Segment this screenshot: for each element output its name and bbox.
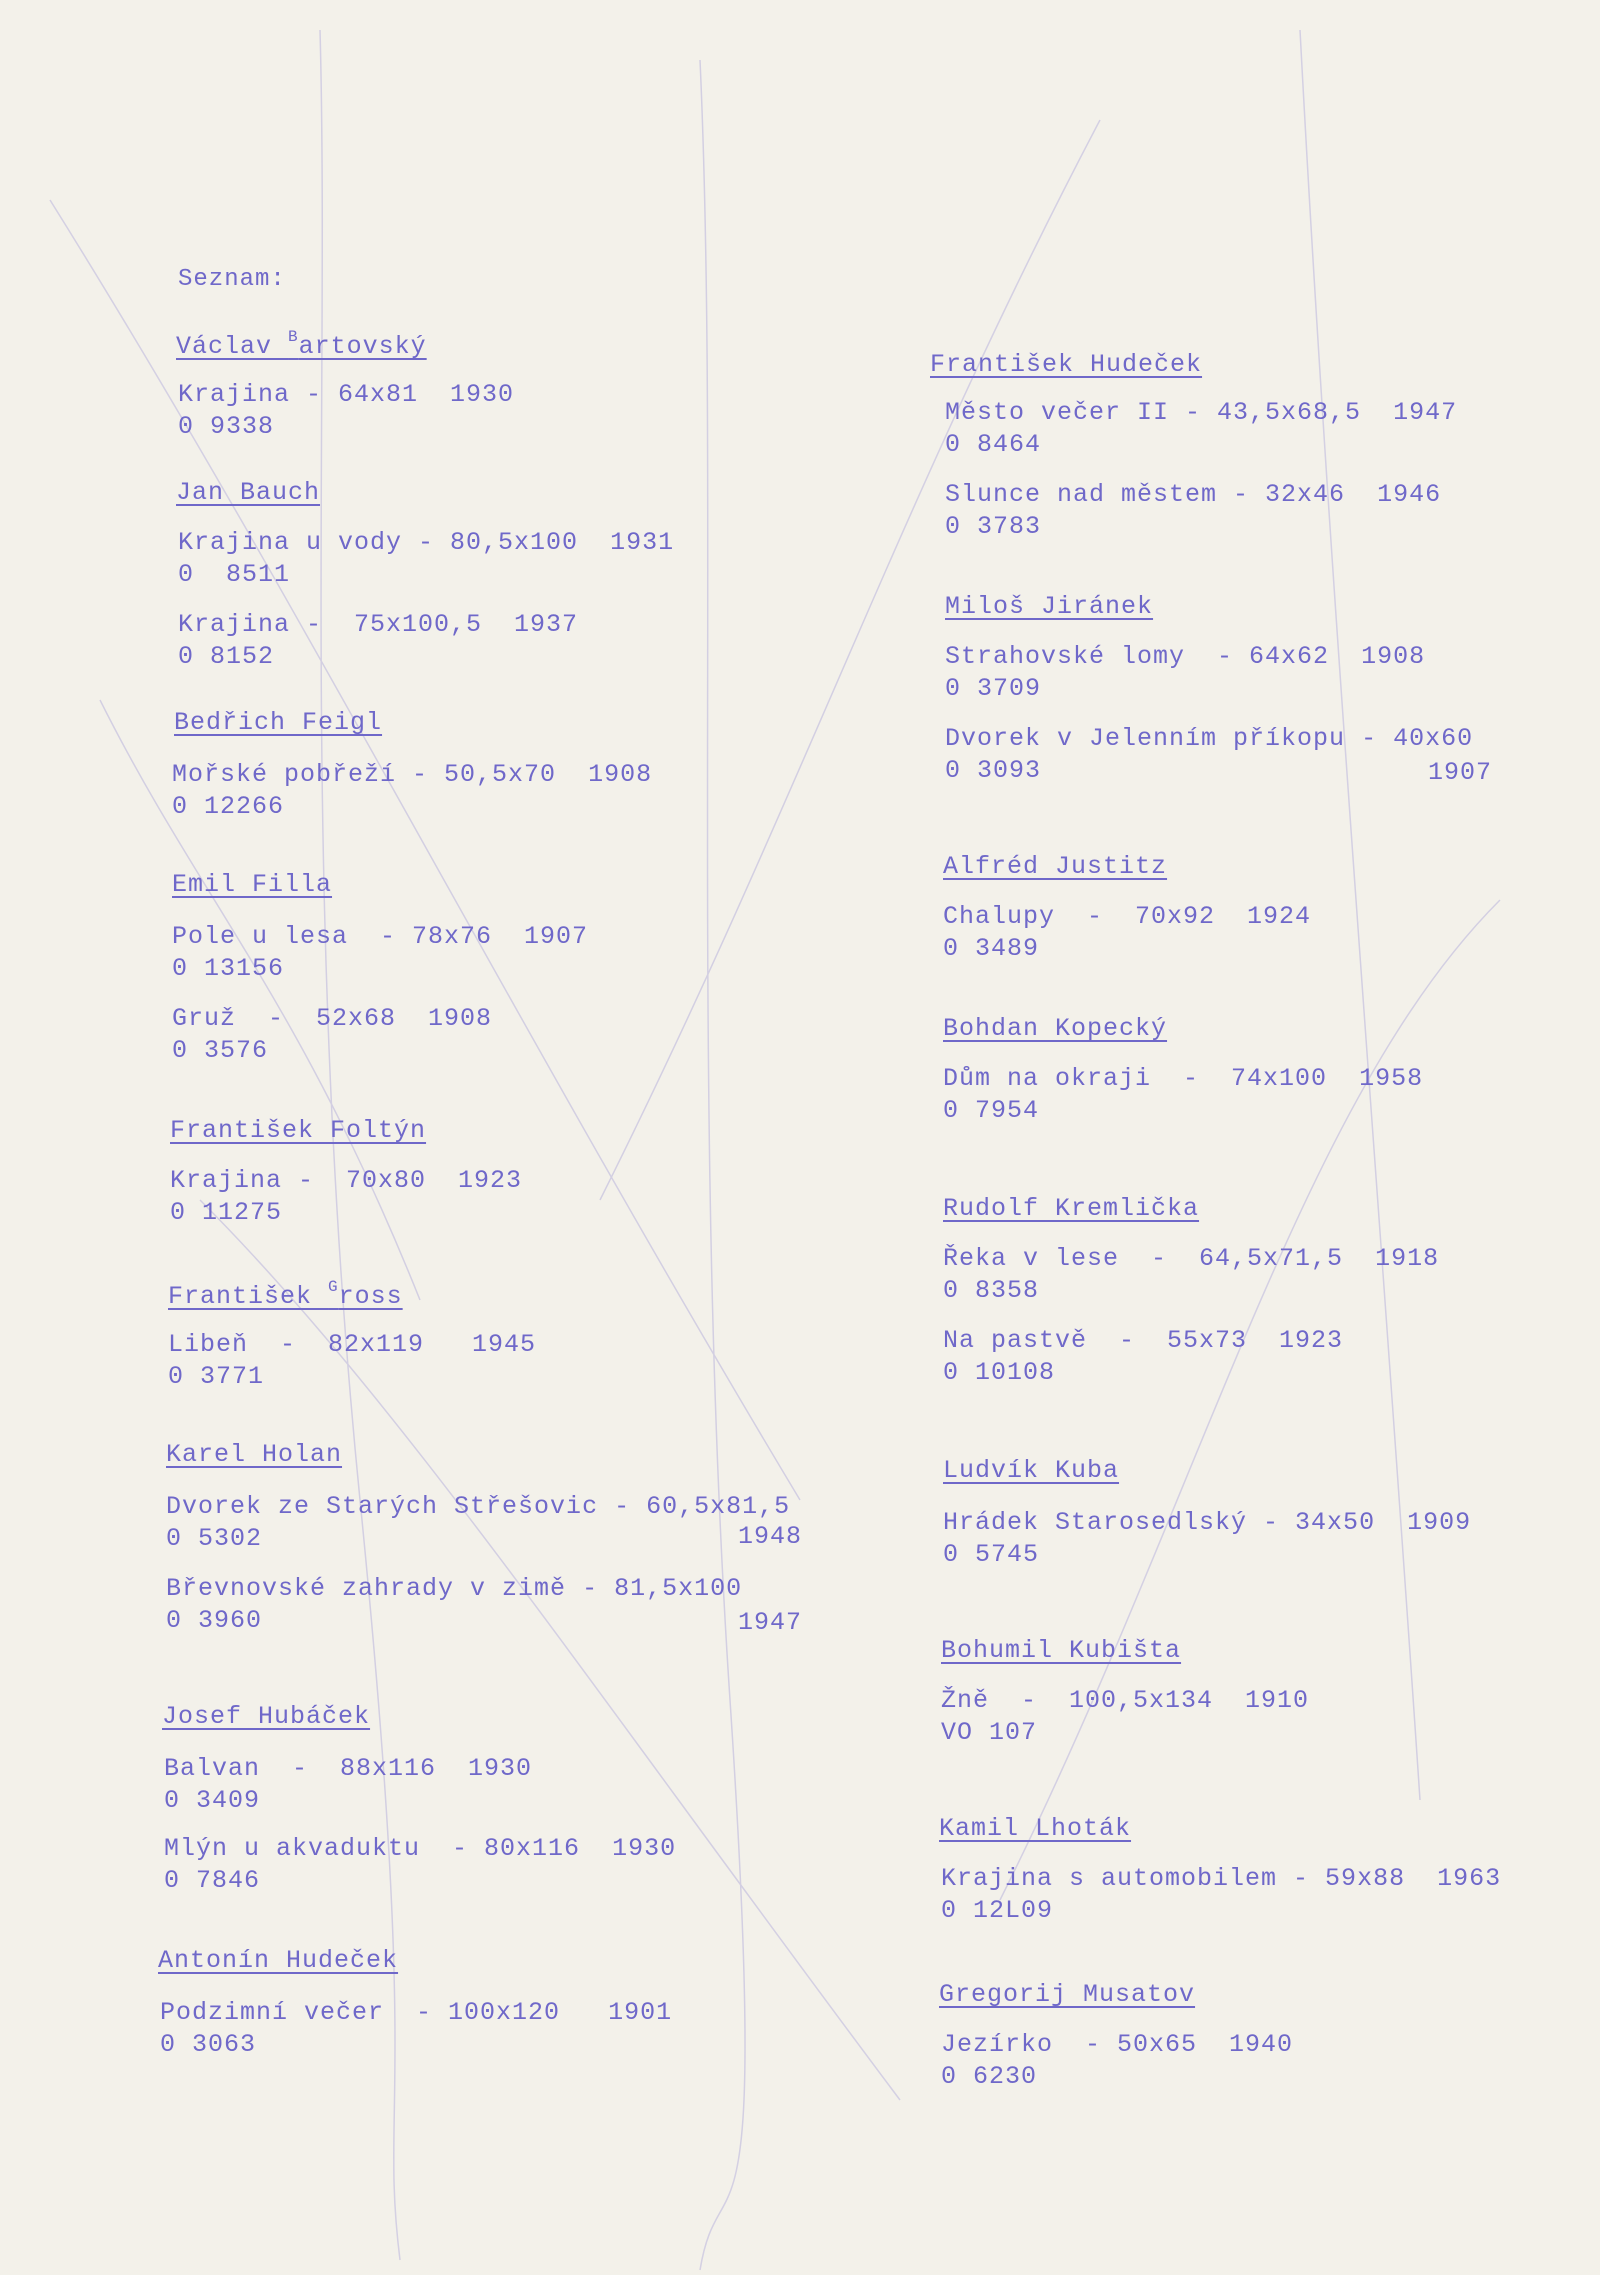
work-title: Pole u lesa - 78x76 1907 (172, 922, 589, 951)
work-title: Krajina u vody - 80,5x100 1931 (178, 528, 675, 557)
inventory-number: 0 10108 (943, 1358, 1056, 1387)
inventory-number: 0 12266 (172, 792, 285, 821)
artist-name: Ludvík Kuba (943, 1456, 1120, 1485)
work-title: Řeka v lese - 64,5x71,5 1918 (943, 1244, 1440, 1273)
artist-name: František Foltýn (170, 1116, 427, 1145)
inventory-number: 0 3576 (172, 1036, 269, 1065)
inventory-number: 0 3783 (945, 512, 1042, 541)
work-title: Dvorek v Jelenním příkopu - 40x60 (945, 724, 1474, 753)
artist-name: Alfréd Justitz (943, 852, 1168, 881)
inventory-number: 0 8464 (945, 430, 1042, 459)
artist-name: Emil Filla (172, 870, 333, 899)
artist-name: Antonín Hudeček (158, 1946, 399, 1975)
artist-name: Miloš Jiránek (945, 592, 1154, 621)
work-title: Břevnovské zahrady v zimě - 81,5x100 (166, 1574, 743, 1603)
work-title: Hrádek Starosedlský - 34x50 1909 (943, 1508, 1472, 1537)
work-title: Chalupy - 70x92 1924 (943, 902, 1312, 931)
artist-name: Gregorij Musatov (939, 1980, 1196, 2009)
work-title: Žně - 100,5x134 1910 (941, 1686, 1310, 1715)
work-title: Dům na okraji - 74x100 1958 (943, 1064, 1424, 1093)
inventory-number: 0 3709 (945, 674, 1042, 703)
inventory-number: 0 7954 (943, 1096, 1040, 1125)
inventory-number: 0 7846 (164, 1866, 261, 1895)
inventory-number: VO 107 (941, 1718, 1038, 1747)
artist-name: Josef Hubáček (162, 1702, 371, 1731)
work-title: Podzimní večer - 100x120 1901 (160, 1998, 673, 2027)
work-year: 1947 (738, 1608, 803, 1637)
artist-name: František Hudeček (930, 350, 1203, 379)
work-title: Gruž - 52x68 1908 (172, 1004, 493, 1033)
work-title: Na pastvě - 55x73 1923 (943, 1326, 1344, 1355)
artist-name: Bohumil Kubišta (941, 1636, 1182, 1665)
artist-name: Karel Holan (166, 1440, 343, 1469)
work-title: Mlýn u akvaduktu - 80x116 1930 (164, 1834, 677, 1863)
inventory-number: 0 3093 (945, 756, 1042, 785)
inventory-number: 0 8358 (943, 1276, 1040, 1305)
inventory-number: 0 11275 (170, 1198, 283, 1227)
artist-name: František $^G$ross (168, 1278, 403, 1311)
inventory-number: 0 8152 (178, 642, 275, 671)
work-year: 1907 (1428, 758, 1493, 787)
inventory-number: 0 13156 (172, 954, 285, 983)
inventory-number: 0 3063 (160, 2030, 257, 2059)
artist-name: Jan Bauch (176, 478, 321, 507)
inventory-number: 0 3771 (168, 1362, 265, 1391)
work-title: Mořské pobřeží - 50,5x70 1908 (172, 760, 653, 789)
work-title: Strahovské lomy - 64x62 1908 (945, 642, 1426, 671)
inventory-number: 0 5745 (943, 1540, 1040, 1569)
inventory-number: 0 6230 (941, 2062, 1038, 2091)
work-year: 1948 (738, 1522, 803, 1551)
artist-name: Václav $^B$artovský (176, 328, 427, 361)
inventory-number: 0 8511 (178, 560, 291, 589)
work-title: Krajina - 70x80 1923 (170, 1166, 523, 1195)
inventory-number: 0 3489 (943, 934, 1040, 963)
inventory-number: 0 3409 (164, 1786, 261, 1815)
work-title: Slunce nad městem - 32x46 1946 (945, 480, 1442, 509)
work-title: Krajina s automobilem - 59x88 1963 (941, 1864, 1502, 1893)
artist-name: Bedřich Feigl (174, 708, 383, 737)
inventory-number: 0 12L09 (941, 1896, 1054, 1925)
work-title: Krajina - 64x81 1930 (178, 380, 515, 409)
artist-name: Kamil Lhoták (939, 1814, 1132, 1843)
artist-name: Bohdan Kopecký (943, 1014, 1168, 1043)
artist-name: Rudolf Kremlička (943, 1194, 1200, 1223)
work-title: Dvorek ze Starých Střešovic - 60,5x81,5 (166, 1492, 791, 1521)
work-title: Libeň - 82x119 1945 (168, 1330, 537, 1359)
inventory-number: 0 9338 (178, 412, 275, 441)
work-title: Jezírko - 50x65 1940 (941, 2030, 1294, 2059)
work-title: Město večer II - 43,5x68,5 1947 (945, 398, 1458, 427)
inventory-number: 0 5302 (166, 1524, 263, 1553)
inventory-number: 0 3960 (166, 1606, 263, 1635)
list-heading: Seznam: (178, 266, 286, 293)
work-title: Krajina - 75x100,5 1937 (178, 610, 579, 639)
work-title: Balvan - 88x116 1930 (164, 1754, 533, 1783)
